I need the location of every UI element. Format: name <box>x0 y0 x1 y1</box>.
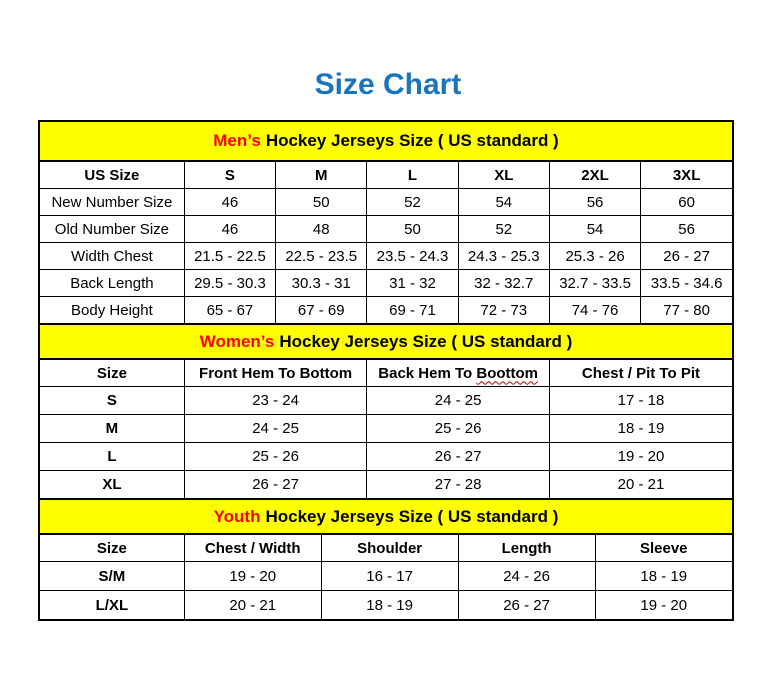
column-header: 3XL <box>641 162 732 189</box>
table-row <box>40 387 732 415</box>
table-row <box>40 189 732 216</box>
size-chart-tables <box>38 120 734 621</box>
column-header: 2XL <box>549 162 640 189</box>
row-label: Back Length <box>40 270 184 297</box>
table-cell: 19 - 20 <box>549 443 732 471</box>
mens-band-red-word: Men’s <box>213 131 261 150</box>
table-cell: 74 - 76 <box>549 297 640 324</box>
misspelled-word: Boottom <box>476 364 539 382</box>
table-row <box>40 243 732 270</box>
column-header: Chest / Width <box>184 535 321 562</box>
table-cell: 19 - 20 <box>184 562 321 591</box>
table-cell: 52 <box>458 216 549 243</box>
table-cell: 65 - 67 <box>184 297 275 324</box>
row-label: L <box>40 443 184 471</box>
table-row <box>40 297 732 324</box>
youth-section-band <box>40 498 732 535</box>
table-cell: 26 - 27 <box>367 443 550 471</box>
table-cell: 56 <box>549 189 640 216</box>
mens-header-row <box>40 162 732 189</box>
table-cell: 30.3 - 31 <box>276 270 367 297</box>
table-cell: 24 - 25 <box>367 387 550 415</box>
table-cell: 26 - 27 <box>184 471 367 499</box>
row-label: XL <box>40 471 184 499</box>
table-cell: 31 - 32 <box>367 270 458 297</box>
row-label: Width Chest <box>40 243 184 270</box>
column-header: Sleeve <box>595 535 732 562</box>
column-header: Front Hem To Bottom <box>184 360 367 387</box>
table-cell: 69 - 71 <box>367 297 458 324</box>
table-cell: 46 <box>184 216 275 243</box>
table-cell: 23.5 - 24.3 <box>367 243 458 270</box>
row-label: L/XL <box>40 591 184 620</box>
womens-band-red-word: Women’s <box>199 331 275 351</box>
column-header: S <box>184 162 275 189</box>
table-cell: 25 - 26 <box>367 415 550 443</box>
table-cell: 48 <box>276 216 367 243</box>
table-cell: 24 - 25 <box>184 415 367 443</box>
column-header-text: Back Hem To <box>378 364 477 382</box>
table-cell: 25.3 - 26 <box>549 243 640 270</box>
womens-band-title: Hockey Jerseys Size ( US standard ) <box>279 331 573 351</box>
table-cell: 19 - 20 <box>595 591 732 620</box>
mens-band-title: Hockey Jerseys Size ( US standard ) <box>265 131 559 150</box>
table-cell: 32 - 32.7 <box>458 270 549 297</box>
column-header: Length <box>458 535 595 562</box>
table-cell: 20 - 21 <box>184 591 321 620</box>
column-header: L <box>367 162 458 189</box>
table-row <box>40 443 732 471</box>
table-cell: 23 - 24 <box>184 387 367 415</box>
column-header: US Size <box>40 162 184 189</box>
table-cell: 26 - 27 <box>641 243 732 270</box>
row-label: New Number Size <box>40 189 184 216</box>
youth-header-row <box>40 535 732 562</box>
table-cell: 18 - 19 <box>321 591 458 620</box>
table-cell: 24.3 - 25.3 <box>458 243 549 270</box>
row-label: M <box>40 415 184 443</box>
table-row <box>40 591 732 620</box>
table-cell: 50 <box>276 189 367 216</box>
table-cell: 32.7 - 33.5 <box>549 270 640 297</box>
mens-size-table <box>40 162 732 323</box>
table-cell: 50 <box>367 216 458 243</box>
table-cell: 16 - 17 <box>321 562 458 591</box>
womens-header-row <box>40 360 732 387</box>
youth-size-table <box>40 535 732 619</box>
table-row <box>40 562 732 591</box>
womens-size-table <box>40 360 732 498</box>
column-header: Shoulder <box>321 535 458 562</box>
table-cell: 52 <box>367 189 458 216</box>
column-header: M <box>276 162 367 189</box>
table-cell: 17 - 18 <box>549 387 732 415</box>
column-header: Chest / Pit To Pit <box>549 360 732 387</box>
table-row <box>40 216 732 243</box>
table-row <box>40 471 732 499</box>
table-cell: 33.5 - 34.6 <box>641 270 732 297</box>
table-cell: 54 <box>458 189 549 216</box>
table-cell: 22.5 - 23.5 <box>276 243 367 270</box>
table-cell: 54 <box>549 216 640 243</box>
page-title: Size Chart <box>314 68 462 101</box>
table-cell: 24 - 26 <box>458 562 595 591</box>
table-cell: 67 - 69 <box>276 297 367 324</box>
column-header: XL <box>458 162 549 189</box>
table-cell: 56 <box>641 216 732 243</box>
womens-section-band <box>40 323 732 360</box>
table-cell: 25 - 26 <box>184 443 367 471</box>
youth-band-title: Hockey Jerseys Size ( US standard ) <box>265 506 559 526</box>
row-label: Old Number Size <box>40 216 184 243</box>
table-cell: 21.5 - 22.5 <box>184 243 275 270</box>
table-row <box>40 270 732 297</box>
youth-band-red-word: Youth <box>213 506 261 526</box>
table-cell: 77 - 80 <box>641 297 732 324</box>
table-row <box>40 415 732 443</box>
table-cell: 20 - 21 <box>549 471 732 499</box>
table-cell: 29.5 - 30.3 <box>184 270 275 297</box>
table-cell: 26 - 27 <box>458 591 595 620</box>
column-header <box>367 360 550 387</box>
table-cell: 18 - 19 <box>549 415 732 443</box>
table-cell: 72 - 73 <box>458 297 549 324</box>
column-header: Size <box>40 535 184 562</box>
column-header: Size <box>40 360 184 387</box>
table-cell: 46 <box>184 189 275 216</box>
row-label: Body Height <box>40 297 184 324</box>
row-label: S/M <box>40 562 184 591</box>
mens-section-band <box>40 122 732 162</box>
table-cell: 18 - 19 <box>595 562 732 591</box>
table-cell: 27 - 28 <box>367 471 550 499</box>
row-label: S <box>40 387 184 415</box>
table-cell: 60 <box>641 189 732 216</box>
